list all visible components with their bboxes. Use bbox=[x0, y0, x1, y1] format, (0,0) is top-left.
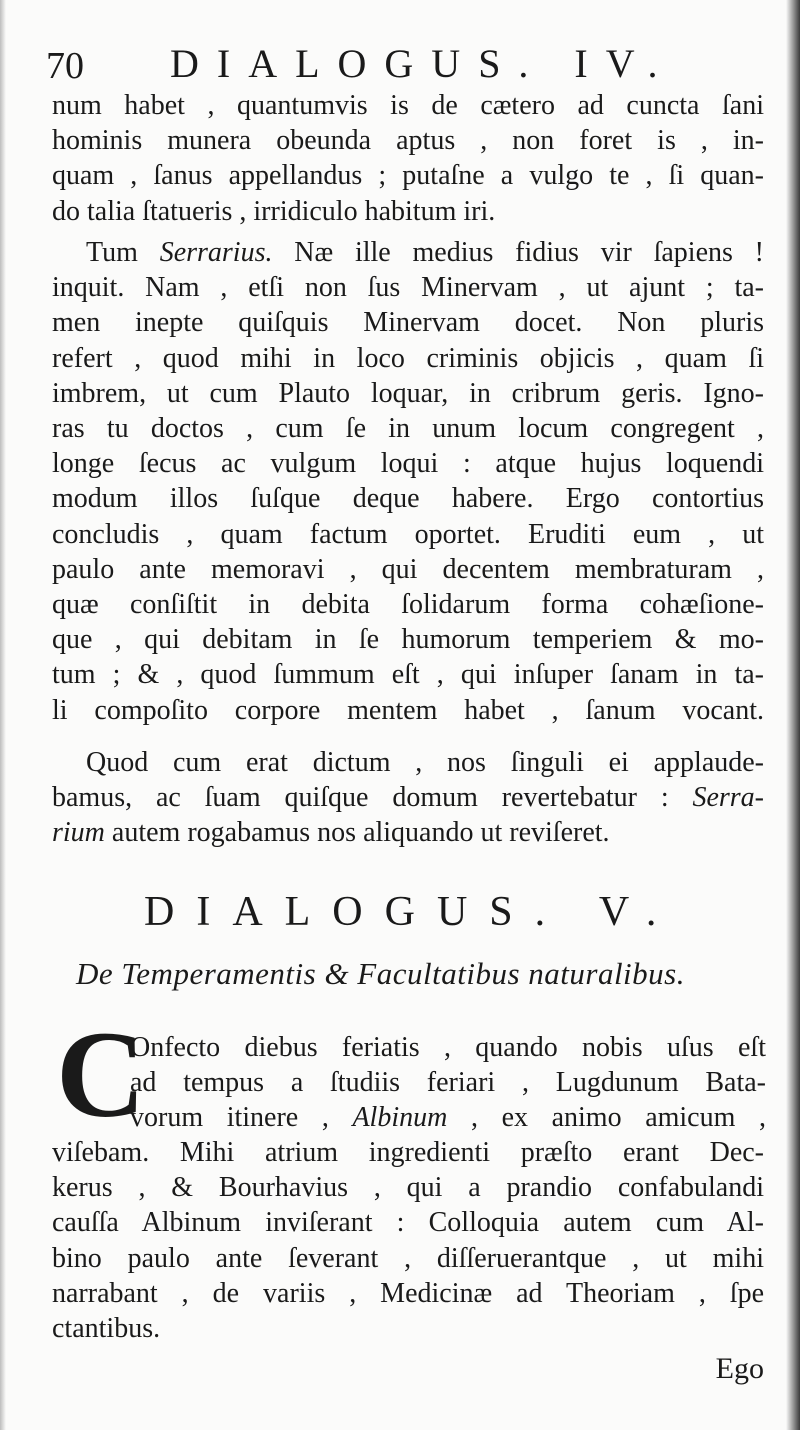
text-line: refert , quod mihi in loco criminis objicis , quam ſi bbox=[52, 342, 764, 374]
text-line: que , qui debitam in ſe humorum temperiem & mo- bbox=[52, 624, 764, 656]
text-fragment: Næ ille medius fidius vir ſapiens ! bbox=[272, 237, 765, 268]
text-line: bino paulo ante ſeverant , diſſeruerantque , ut mihi bbox=[52, 1242, 764, 1274]
paragraph-3 bbox=[52, 745, 764, 851]
page-edge-left bbox=[0, 0, 6, 1430]
text-line: tum ; & , quod ſummum eſt , qui inſuper ſanam in ta- bbox=[52, 659, 764, 691]
text-line: imbrem, ut cum Plauto loquar, in cribrum geris. Igno- bbox=[52, 377, 764, 409]
text-line: longe ſecus ac vulgum loqui : atque hujus loquendi bbox=[52, 448, 764, 480]
paragraph-1 bbox=[52, 88, 764, 229]
text-line: Onfecto diebus feriatis , quando nobis uſus eſt bbox=[130, 1032, 766, 1063]
page-edge-right bbox=[786, 0, 800, 1430]
text-line: kerus , & Bourhavius , qui a prandio confabulandi bbox=[52, 1172, 764, 1204]
text-fragment: , ex animo amicum , bbox=[447, 1102, 766, 1134]
section-subtitle: De Temperamentis & Facultatibus naturalibus. bbox=[76, 956, 685, 991]
paragraph-2 bbox=[52, 235, 764, 728]
text-line: viſebam. Mihi atrium ingredienti præſto erant Dec- bbox=[52, 1137, 764, 1168]
paragraph-4 bbox=[52, 1135, 764, 1346]
text-line: Quod cum erat dictum , nos ſinguli ei applaude- bbox=[86, 747, 764, 778]
text-line: ad tempus a ſtudiis feriari , Lugdunum Bata- bbox=[130, 1067, 766, 1099]
text-line bbox=[130, 1100, 766, 1135]
text-line: modum illos ſuſque deque habere. Ergo contortius bbox=[52, 483, 764, 515]
name-fragment: Serra- bbox=[692, 782, 764, 814]
text-line: cauſſa Albinum inviſerant : Colloquia autem cum Al- bbox=[52, 1207, 764, 1239]
text-line: ras tu doctos , cum ſe in unum locum congregent , bbox=[52, 413, 764, 445]
text-fragment: Tum bbox=[86, 237, 160, 268]
text-line: narrabant , de variis , Medicinæ ad Theoriam , ſpe bbox=[52, 1277, 764, 1309]
text-fragment: bamus, ac ſuam quiſque domum revertebatur : bbox=[52, 782, 693, 814]
text-line: quæ conſiſtit in debita ſolidarum forma cohæſione- bbox=[52, 589, 764, 621]
text-fragment: vorum itinere , bbox=[130, 1102, 353, 1134]
paragraph-4-indented bbox=[130, 1030, 766, 1136]
text-line: concludis , quam factum oportet. Eruditi eum , ut bbox=[52, 518, 764, 550]
text-line: men inepte quiſquis Minervam docet. Non pluris bbox=[52, 307, 764, 339]
running-head bbox=[40, 40, 760, 90]
running-head-title: DIALOGUS. IV. bbox=[170, 41, 676, 86]
text-line bbox=[52, 235, 764, 270]
text-line bbox=[52, 780, 764, 815]
text-line: hominis munera obeunda aptus , non foret is , in- bbox=[52, 125, 764, 157]
catchword: Ego bbox=[715, 1352, 764, 1385]
name-fragment: Albinum bbox=[352, 1102, 448, 1134]
text-line: inquit. Nam , etſi non ſus Minervam , ut ajunt ; ta- bbox=[52, 272, 764, 304]
drop-cap: C bbox=[56, 1006, 146, 1143]
text-line: ctantibus. bbox=[52, 1313, 161, 1345]
text-line bbox=[52, 815, 764, 850]
page-number: 70 bbox=[46, 45, 84, 87]
name-fragment: rium bbox=[52, 817, 105, 849]
text-line: paulo ante memoravi , qui decentem membraturam , bbox=[52, 553, 764, 585]
text-line: do talia ſtatueris , irridiculo habitum iri. bbox=[52, 195, 496, 227]
section-title: DIALOGUS. V. bbox=[144, 889, 679, 935]
text-line: li compoſito corpore mentem habet , ſanum vocant. bbox=[52, 694, 764, 726]
speaker-name: Serrarius. bbox=[159, 237, 273, 268]
text-fragment: autem rogabamus nos aliquando ut reviſeret. bbox=[104, 817, 610, 849]
text-line: quam , ſanus appellandus ; putaſne a vulgo te , ſi quan- bbox=[52, 160, 764, 192]
text-line: num habet , quantumvis is de cætero ad cuncta ſani bbox=[52, 90, 764, 121]
